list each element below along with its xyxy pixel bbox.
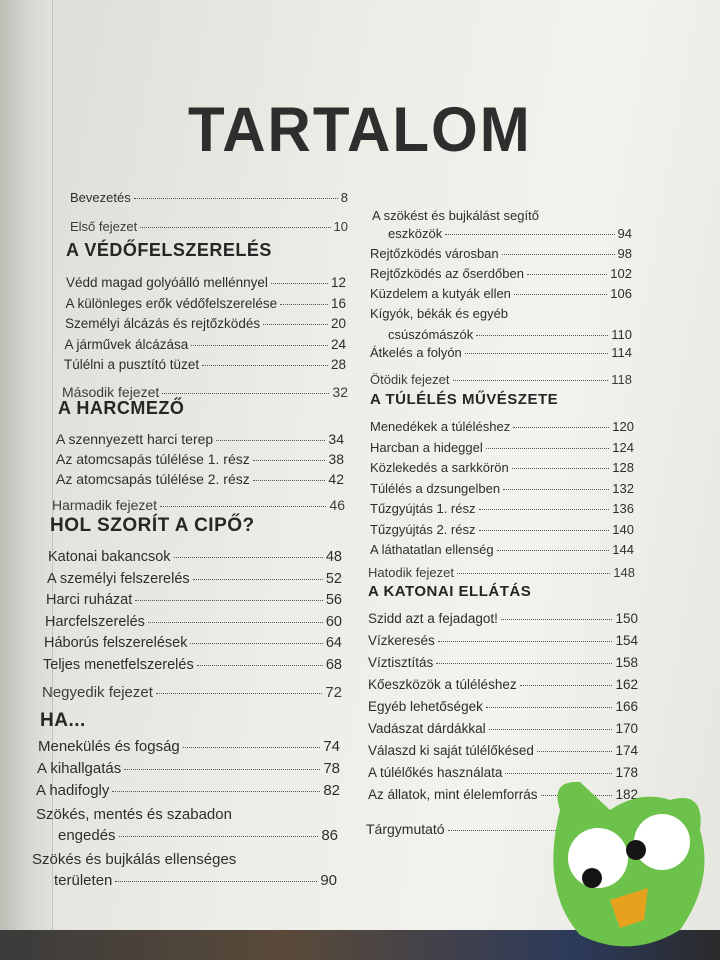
- chapter-label: Első fejezet: [70, 219, 138, 234]
- toc-page: 38: [328, 451, 344, 467]
- toc-label: Küzdelem a kutyák ellen: [370, 286, 511, 301]
- toc-label: Harci ruházat: [46, 592, 133, 608]
- toc-label: Túlélés a dzsungelben: [370, 480, 501, 496]
- toc-page: 24: [330, 336, 346, 352]
- toc-page: 166: [615, 699, 638, 714]
- toc-item: [48, 549, 342, 565]
- leader-dots: [115, 881, 317, 882]
- toc-page: 182: [615, 787, 638, 802]
- toc-page: 124: [612, 439, 634, 455]
- toc-item-multiline-first: Kígyók, békák és egyéb: [370, 306, 509, 321]
- toc-item: [65, 316, 346, 331]
- toc-item: [66, 275, 346, 290]
- toc-item: [36, 782, 340, 799]
- toc-label: A túlélőkés használata: [368, 765, 503, 780]
- toc-item: [37, 760, 340, 777]
- leader-dots: [457, 573, 610, 574]
- toc-page: 162: [615, 677, 638, 692]
- toc-item: [368, 677, 638, 692]
- leader-dots: [486, 448, 610, 449]
- chapter-label: Negyedik fejezet: [42, 684, 153, 701]
- leader-dots: [148, 622, 323, 623]
- toc-item: [64, 357, 346, 372]
- toc-label: Az atomcsapás túlélése 1. rész: [56, 451, 250, 467]
- owl-logo-icon: [540, 770, 712, 950]
- leader-dots: [183, 747, 321, 748]
- chapter-6-label: [368, 565, 635, 580]
- toc-label: engedés: [58, 827, 116, 844]
- toc-page: 158: [615, 655, 638, 670]
- toc-page: 20: [330, 316, 346, 331]
- toc-item: [56, 431, 344, 447]
- leader-dots: [112, 791, 320, 792]
- toc-item: [43, 657, 342, 673]
- toc-page: 150: [615, 611, 638, 626]
- leader-dots: [497, 550, 610, 551]
- toc-page: 132: [612, 480, 634, 496]
- toc-item-multiline-second: [388, 226, 632, 241]
- toc-label: Víztisztítás: [368, 655, 434, 670]
- toc-page: 128: [612, 460, 634, 475]
- toc-page: 106: [610, 286, 632, 301]
- toc-item: [66, 296, 347, 311]
- leader-dots: [156, 693, 322, 694]
- toc-label: Harcfelszerelés: [45, 613, 145, 630]
- toc-label: Az atomcsapás túlélése 2. rész: [56, 471, 250, 487]
- toc-item: [370, 419, 634, 434]
- leader-dots: [520, 685, 613, 686]
- leader-dots: [253, 460, 326, 461]
- leader-dots: [193, 579, 323, 580]
- toc-label: Katonai bakancsok: [48, 549, 171, 565]
- toc-item: [370, 266, 632, 281]
- toc-item: [370, 481, 634, 496]
- leader-dots: [438, 641, 613, 642]
- page-title: TARTALOM: [188, 94, 532, 165]
- toc-item: [45, 614, 342, 630]
- leader-dots: [202, 365, 328, 366]
- leader-dots: [191, 345, 328, 346]
- leader-dots: [162, 393, 329, 394]
- toc-page: 140: [612, 521, 634, 537]
- leader-dots: [514, 294, 607, 295]
- toc-item: [370, 460, 634, 475]
- toc-page: 42: [328, 471, 344, 487]
- toc-page: 12: [330, 275, 346, 290]
- chapter-page: 32: [332, 384, 348, 400]
- toc-item: [370, 542, 634, 557]
- toc-label: Menekülés és fogság: [38, 738, 180, 755]
- leader-dots: [465, 353, 608, 354]
- leader-dots: [527, 274, 607, 275]
- chapter-label: Ötödik fejezet: [370, 372, 450, 387]
- toc-item: [370, 440, 634, 455]
- toc-item: [56, 451, 344, 467]
- leader-dots: [140, 227, 330, 228]
- toc-page: 16: [330, 295, 346, 311]
- toc-item: [46, 592, 342, 608]
- toc-item-multiline-first: Szökés, mentés és szabadon: [36, 806, 232, 823]
- leader-dots: [263, 324, 328, 325]
- toc-label: Átkelés a folyón: [370, 345, 462, 360]
- toc-label: Vízkeresés: [368, 633, 435, 648]
- chapter-3-heading: HOL SZORÍT A CIPŐ?: [50, 515, 255, 536]
- leader-dots: [502, 254, 615, 255]
- toc-item: [368, 721, 638, 736]
- chapter-page: 46: [329, 497, 345, 513]
- leader-dots: [503, 489, 609, 490]
- toc-item: [38, 738, 340, 755]
- toc-label: csúszómászók: [388, 327, 474, 342]
- chapter-label: Második fejezet: [62, 384, 160, 400]
- toc-page: 98: [617, 246, 632, 261]
- toc-label: Az állatok, mint élelemforrás: [368, 787, 538, 802]
- toc-item: [368, 633, 638, 648]
- toc-page: 82: [323, 782, 340, 799]
- chapter-4-label: [42, 684, 342, 701]
- toc-item-multiline-first: Szökés és bujkálás ellenséges: [32, 851, 237, 868]
- leader-dots: [280, 304, 328, 305]
- toc-page: 94: [617, 226, 632, 241]
- toc-label: A különleges erők védőfelszerelése: [65, 295, 278, 311]
- toc-page: 64: [325, 635, 342, 651]
- toc-label: Harcban a hideggel: [370, 439, 483, 455]
- toc-label: Személyi álcázás és rejtőzködés: [65, 316, 261, 331]
- leader-dots: [124, 769, 320, 770]
- leader-dots: [445, 234, 614, 235]
- leader-dots: [479, 509, 610, 510]
- chapter-5-label: [370, 372, 632, 387]
- toc-label: Teljes menetfelszerelés: [43, 656, 194, 673]
- toc-item-multiline-second: [54, 872, 337, 889]
- toc-page: 174: [615, 743, 638, 758]
- leader-dots: [436, 663, 612, 664]
- chapter-2-heading: A HARCMEZŐ: [58, 398, 185, 418]
- toc-page: 34: [328, 431, 344, 447]
- leader-dots: [190, 643, 322, 644]
- toc-label: Túlélni a pusztító tüzet: [64, 357, 200, 372]
- toc-label: területen: [54, 872, 113, 889]
- leader-dots: [135, 600, 323, 601]
- leader-dots: [486, 707, 613, 708]
- toc-item-multiline-first: A szökést és bujkálást segítő: [372, 208, 539, 223]
- toc-page: 102: [610, 266, 632, 281]
- leader-dots: [253, 480, 326, 481]
- toc-page: 154: [615, 633, 638, 648]
- toc-item-multiline-second: [58, 827, 338, 844]
- toc-item: [370, 286, 632, 301]
- chapter-5-heading: A TÚLÉLÉS MŰVÉSZETE: [370, 391, 559, 408]
- toc-intro: [70, 190, 348, 205]
- leader-dots: [501, 619, 613, 620]
- toc-label: A láthatatlan ellenség: [370, 542, 494, 557]
- toc-label: Bevezetés: [70, 190, 131, 205]
- chapter-label: Harmadik fejezet: [52, 497, 158, 513]
- toc-label: Háborús felszerelések: [44, 635, 188, 651]
- toc-item: [368, 743, 638, 758]
- leader-dots: [512, 468, 610, 469]
- toc-label: Tűzgyújtás 1. rész: [370, 501, 476, 516]
- leader-dots: [513, 427, 609, 428]
- toc-page: 74: [323, 738, 340, 755]
- leader-dots: [453, 380, 609, 381]
- toc-label: Közlekedés a sarkkörön: [370, 460, 509, 475]
- toc-label: Tűzgyújtás 2. rész: [370, 521, 476, 537]
- toc-label: Rejtőzködés városban: [370, 246, 499, 261]
- toc-page: 8: [340, 190, 348, 205]
- toc-item: [370, 501, 634, 516]
- toc-label: Szidd azt a fejadagot!: [368, 611, 498, 626]
- leader-dots: [134, 198, 338, 199]
- leader-dots: [537, 751, 613, 752]
- toc-page: 114: [611, 345, 632, 360]
- toc-page: 68: [325, 656, 342, 673]
- toc-item-multiline-second: [388, 327, 632, 342]
- leader-dots: [174, 557, 323, 558]
- toc-item: [368, 611, 638, 626]
- chapter-page: 10: [333, 219, 348, 234]
- toc-label: eszközök: [388, 226, 443, 241]
- chapter-1-heading: A VÉDŐFELSZERELÉS: [66, 240, 272, 260]
- leader-dots: [479, 530, 610, 531]
- toc-item: [368, 699, 638, 714]
- chapter-3-label: [52, 497, 345, 513]
- toc-page: 52: [325, 570, 342, 587]
- leader-dots: [271, 283, 328, 284]
- toc-label: Védd magad golyóálló mellénnyel: [66, 275, 268, 290]
- leader-dots: [119, 836, 319, 837]
- toc-page: 110: [611, 327, 632, 342]
- toc-label: Menedékek a túléléshez: [370, 419, 511, 434]
- chapter-page: 72: [325, 684, 342, 701]
- leader-dots: [476, 335, 608, 336]
- chapter-page: 148: [613, 565, 635, 580]
- leader-dots: [489, 729, 613, 730]
- chapter-page: 118: [611, 372, 632, 387]
- toc-item: [47, 571, 342, 587]
- toc-item: [370, 345, 632, 360]
- toc-page: 136: [612, 501, 634, 516]
- toc-item: [370, 522, 634, 537]
- toc-page: 78: [323, 760, 340, 777]
- toc-page: 178: [615, 765, 638, 780]
- toc-label: Vadászat dárdákkal: [368, 721, 486, 736]
- toc-label: A személyi felszerelés: [47, 570, 190, 587]
- toc-page: 170: [615, 721, 638, 736]
- leader-dots: [197, 665, 323, 666]
- toc-page: 28: [330, 357, 346, 372]
- toc-label: Válaszd ki saját túlélőkésed: [368, 743, 534, 758]
- chapter-1-label: [70, 219, 348, 234]
- chapter-label: Hatodik fejezet: [368, 565, 454, 580]
- chapter-4-heading: HA...: [40, 710, 86, 731]
- toc-page: 56: [325, 592, 342, 608]
- toc-label: Kőeszközök a túléléshez: [368, 677, 517, 692]
- toc-label: Egyéb lehetőségek: [368, 699, 483, 714]
- toc-page: 48: [325, 549, 342, 565]
- toc-label: Tárgymutató: [366, 821, 445, 837]
- toc-item: [44, 635, 342, 651]
- toc-label: A hadifogly: [36, 782, 110, 799]
- leader-dots: [216, 440, 325, 441]
- toc-label: A kihallgatás: [37, 760, 122, 777]
- toc-page: 90: [320, 872, 337, 889]
- toc-page: 86: [321, 827, 338, 844]
- chapter-6-heading: A KATONAI ELLÁTÁS: [368, 583, 532, 600]
- toc-item: [65, 337, 347, 352]
- toc-page: 144: [612, 542, 634, 557]
- toc-item: [370, 246, 632, 261]
- toc-label: A járművek álcázása: [64, 336, 189, 352]
- toc-page: 120: [612, 419, 634, 434]
- toc-label: Rejtőzködés az őserdőben: [370, 266, 524, 281]
- toc-label: A szennyezett harci terep: [56, 431, 214, 447]
- leader-dots: [160, 506, 326, 507]
- toc-item: [368, 655, 638, 670]
- toc-page: 60: [325, 613, 342, 630]
- toc-item: [56, 471, 344, 487]
